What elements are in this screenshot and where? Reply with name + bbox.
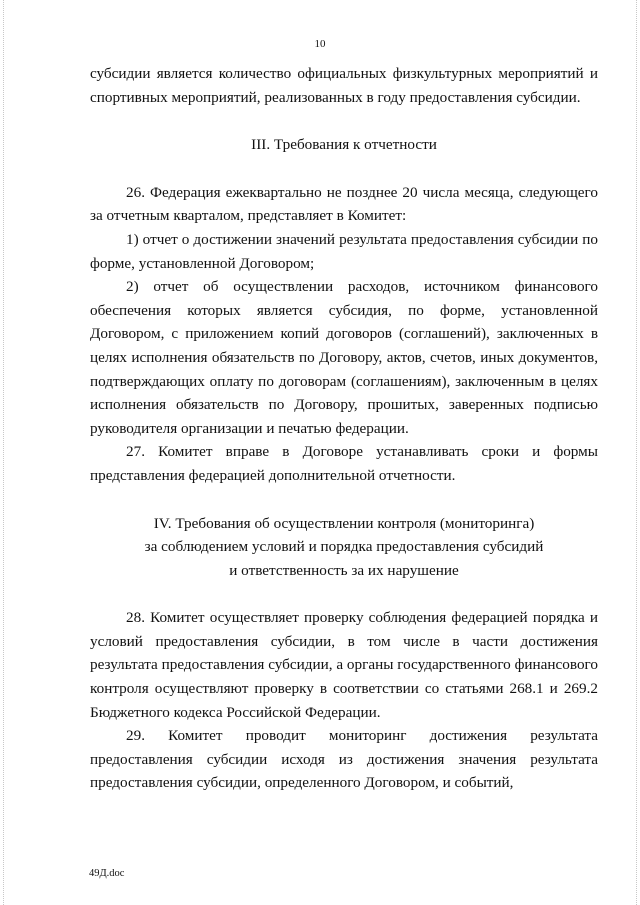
section-heading-control [90,512,598,583]
section-heading-control-line-2: за соблюдением условий и порядка предоставления субсидий [144,538,544,556]
paragraph-27: 27. Комитет вправе в Договоре устанавливать сроки и формы представления федерацией дополнительной отчетности. [90,443,598,484]
page-left-edge [3,0,4,905]
document-body [90,62,598,795]
paragraph-26-item-1: 1) отчет о достижении значений результата предоставления субсидии по форме, установленной Договором; [90,230,598,272]
paragraph-26: 26. Федерация ежеквартально не позднее 20 числа месяца, следующего за отчетным кварталом, представляет в Комитет: [90,183,598,225]
section-heading-control-line-3: и ответственность за их нарушение [229,561,459,579]
paragraph-28: 28. Комитет осуществляет проверку соблюдения федерацией порядка и условий предоставления субсидии, в том числе в части достижения результата предоставления субсидии, а органы государственного финансового контроля осуществляют проверку в соответствии со статьями 268.1 и 269.2 Бюджетного кодекса Российской Федерации. [90,609,598,721]
page-right-edge [636,0,637,905]
section-heading-reporting: III. Требования к отчетности [251,136,437,154]
section-heading-control-line-1: IV. Требования об осуществлении контроля (мониторинга) [153,514,535,532]
paragraph-continuation: субсидии является количество официальных физкультурных мероприятий и спортивных мероприятий, реализованных в году предоставления субсидии. [90,65,598,106]
paragraph-29: 29. Комитет проводит мониторинг достижения результата предоставления субсидии исходя из достижения значения результата предоставления субсидии, определенного Договором, и событий, [90,727,598,792]
paragraph-26-item-2: 2) отчет об осуществлении расходов, источником финансового обеспечения которых является субсидия, по форме, установленной Договором, с приложением копий договоров (соглашений), заключенных в целях исполнения обязательств по Договору, актов, счетов, иных документов, подтверждающих оплату по договорам (соглашениям), заключенным в целях исполнения обязательств по Договору, прошитых, заверенных подписью руководителя организации и печатью федерации. [90,278,598,437]
footer-filename: 49Д.doc [89,868,125,879]
page-number: 10 [314,38,326,50]
